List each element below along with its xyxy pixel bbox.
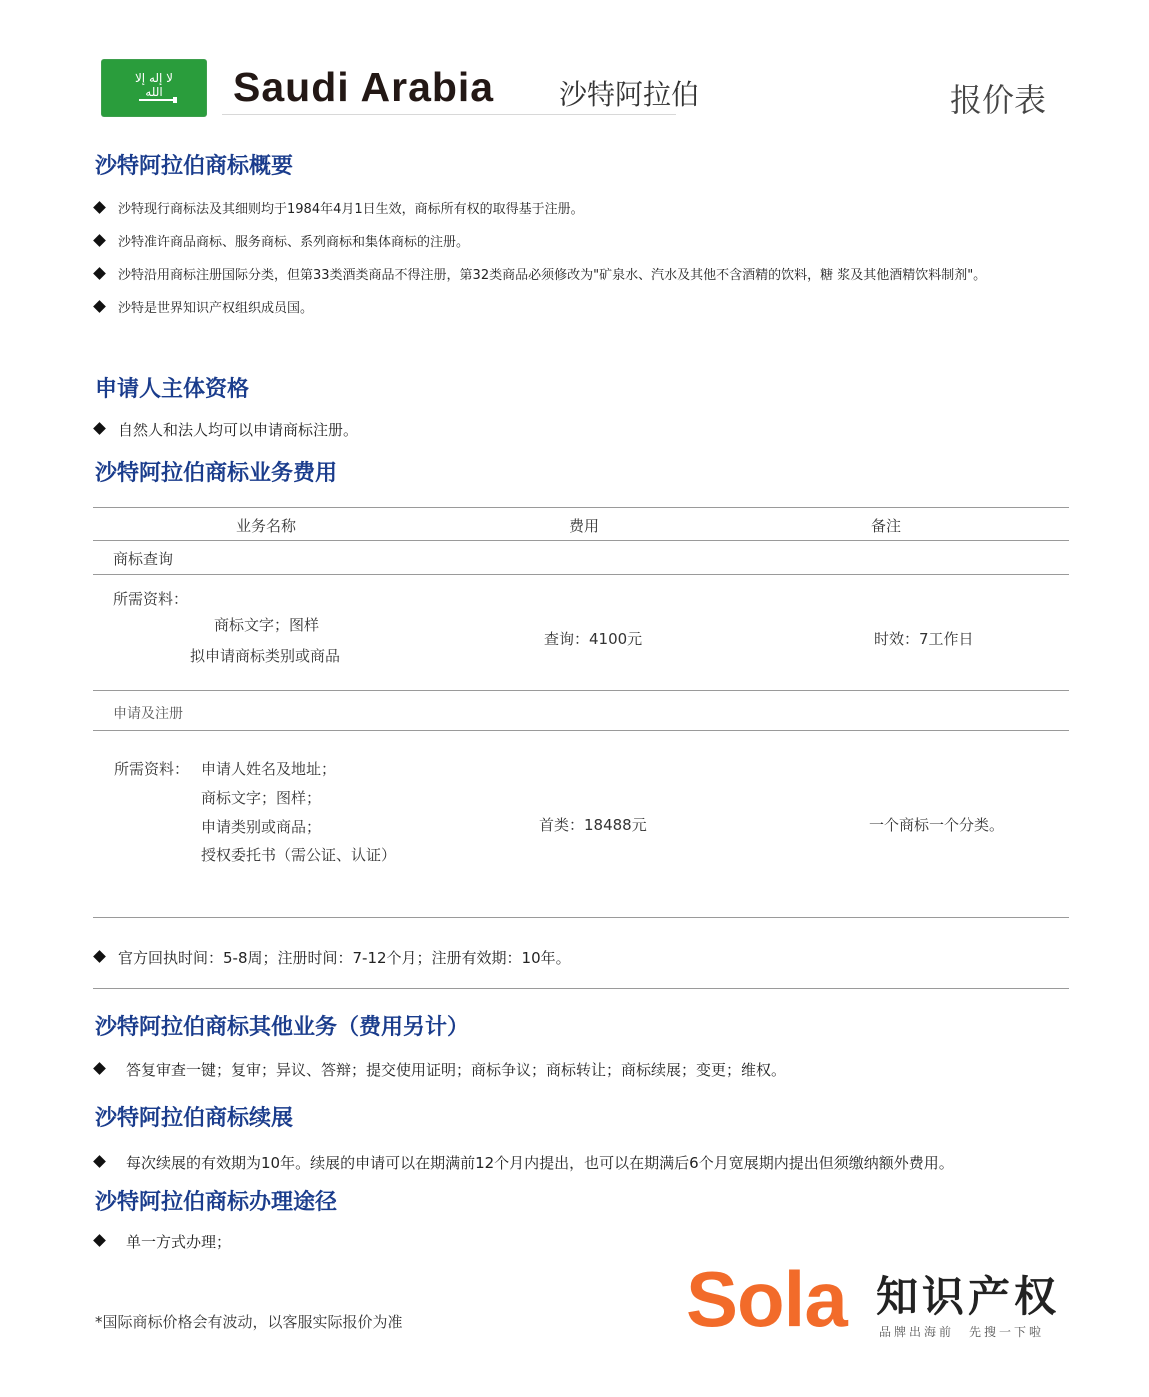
other-item-1: 答复审查一键；复审；异议、答辩；提交使用证明；商标争议；商标转让；商标续展；变更；维权。	[95, 1059, 786, 1080]
registration-req-line-4: 授权委托书（需公证、认证）	[201, 846, 397, 864]
flag-script: ﻻ إله إلا الله	[134, 71, 174, 99]
registration-req-label: 所需资料：	[114, 760, 190, 778]
registration-remark: 一个商标一个分类。	[869, 816, 1005, 834]
sola-logo	[686, 1255, 1066, 1345]
overview-item-4: 沙特是世界知识产权组织成员国。	[95, 297, 313, 316]
logo-latin: Sola	[686, 1255, 847, 1343]
registration-req-line-1: 申请人姓名及地址；	[201, 760, 337, 778]
column-header-name: 业务名称	[236, 517, 297, 535]
section-search: 商标查询	[113, 550, 174, 568]
bullet-icon	[93, 1062, 106, 1075]
overview-item-2: 沙特准许商品商标、服务商标、系列商标和集体商标的注册。	[95, 231, 469, 250]
header-divider	[222, 114, 676, 115]
fees-title: 沙特阿拉伯商标业务费用	[95, 461, 338, 486]
bullet-icon	[93, 234, 106, 247]
table-rule	[93, 540, 1069, 541]
table-rule	[93, 574, 1069, 575]
logo-cn: 知识产权	[876, 1272, 1061, 1321]
table-rule	[93, 917, 1069, 918]
bullet-icon	[93, 1234, 106, 1247]
registration-fee: 首类：18488元	[539, 816, 647, 834]
section-divider	[93, 988, 1069, 989]
table-rule	[93, 690, 1069, 691]
bullet-icon	[93, 201, 106, 214]
search-req-line-1: 商标文字；图样	[214, 616, 320, 634]
renewal-title: 沙特阿拉伯商标续展	[95, 1106, 294, 1131]
overview-item-3: 沙特沿用商标注册国际分类，但第33类酒类商品不得注册，第32类商品必须修改为"矿泉水、汽水及其他不含酒精的饮料，糖 浆及其他酒精饮料制剂"。	[95, 264, 986, 283]
saudi-flag-icon	[101, 59, 207, 117]
channel-item-1: 单一方式办理；	[95, 1231, 231, 1252]
price-note: *国际商标价格会有波动，以客服实际报价为准	[95, 1313, 403, 1331]
bullet-icon	[93, 300, 106, 313]
bullet-icon	[93, 950, 106, 963]
country-name-cn: 沙特阿拉伯	[559, 78, 700, 111]
bullet-icon	[93, 267, 106, 280]
column-header-remark: 备注	[871, 517, 902, 535]
table-rule	[93, 507, 1069, 508]
overview-title: 沙特阿拉伯商标概要	[95, 154, 294, 179]
search-remark: 时效：7工作日	[874, 630, 974, 648]
table-rule	[93, 730, 1069, 731]
search-req-line-2: 拟申请商标类别或商品	[190, 647, 341, 665]
registration-req-line-2: 商标文字；图样；	[201, 789, 322, 807]
eligibility-item-1: 自然人和法人均可以申请商标注册。	[95, 419, 358, 440]
registration-req-line-3: 申请类别或商品；	[201, 818, 322, 836]
overview-item-1: 沙特现行商标法及其细则均于1984年4月1日生效，商标所有权的取得基于注册。	[95, 198, 584, 217]
section-registration: 申请及注册	[113, 706, 183, 722]
eligibility-title: 申请人主体资格	[95, 377, 250, 402]
bullet-icon	[93, 422, 106, 435]
document-type: 报价表	[950, 81, 1047, 119]
timeline-item: 官方回执时间：5-8周；注册时间：7-12个月；注册有效期：10年。	[95, 947, 571, 968]
flag-sword	[139, 99, 173, 101]
logo-slogan: 品牌出海前 先搜一下啦	[879, 1325, 1045, 1339]
bullet-icon	[93, 1155, 106, 1168]
country-name-en: Saudi Arabia	[233, 64, 495, 110]
search-req-label: 所需资料：	[113, 590, 189, 608]
search-fee: 查询：4100元	[544, 630, 643, 648]
renewal-item-1: 每次续展的有效期为10年。续展的申请可以在期满前12个月内提出，也可以在期满后6个月宽展期内提出但须缴纳额外费用。	[95, 1152, 954, 1173]
channel-title: 沙特阿拉伯商标办理途径	[95, 1190, 338, 1215]
column-header-fee: 费用	[569, 517, 600, 535]
other-title: 沙特阿拉伯商标其他业务（费用另计）	[95, 1015, 470, 1040]
